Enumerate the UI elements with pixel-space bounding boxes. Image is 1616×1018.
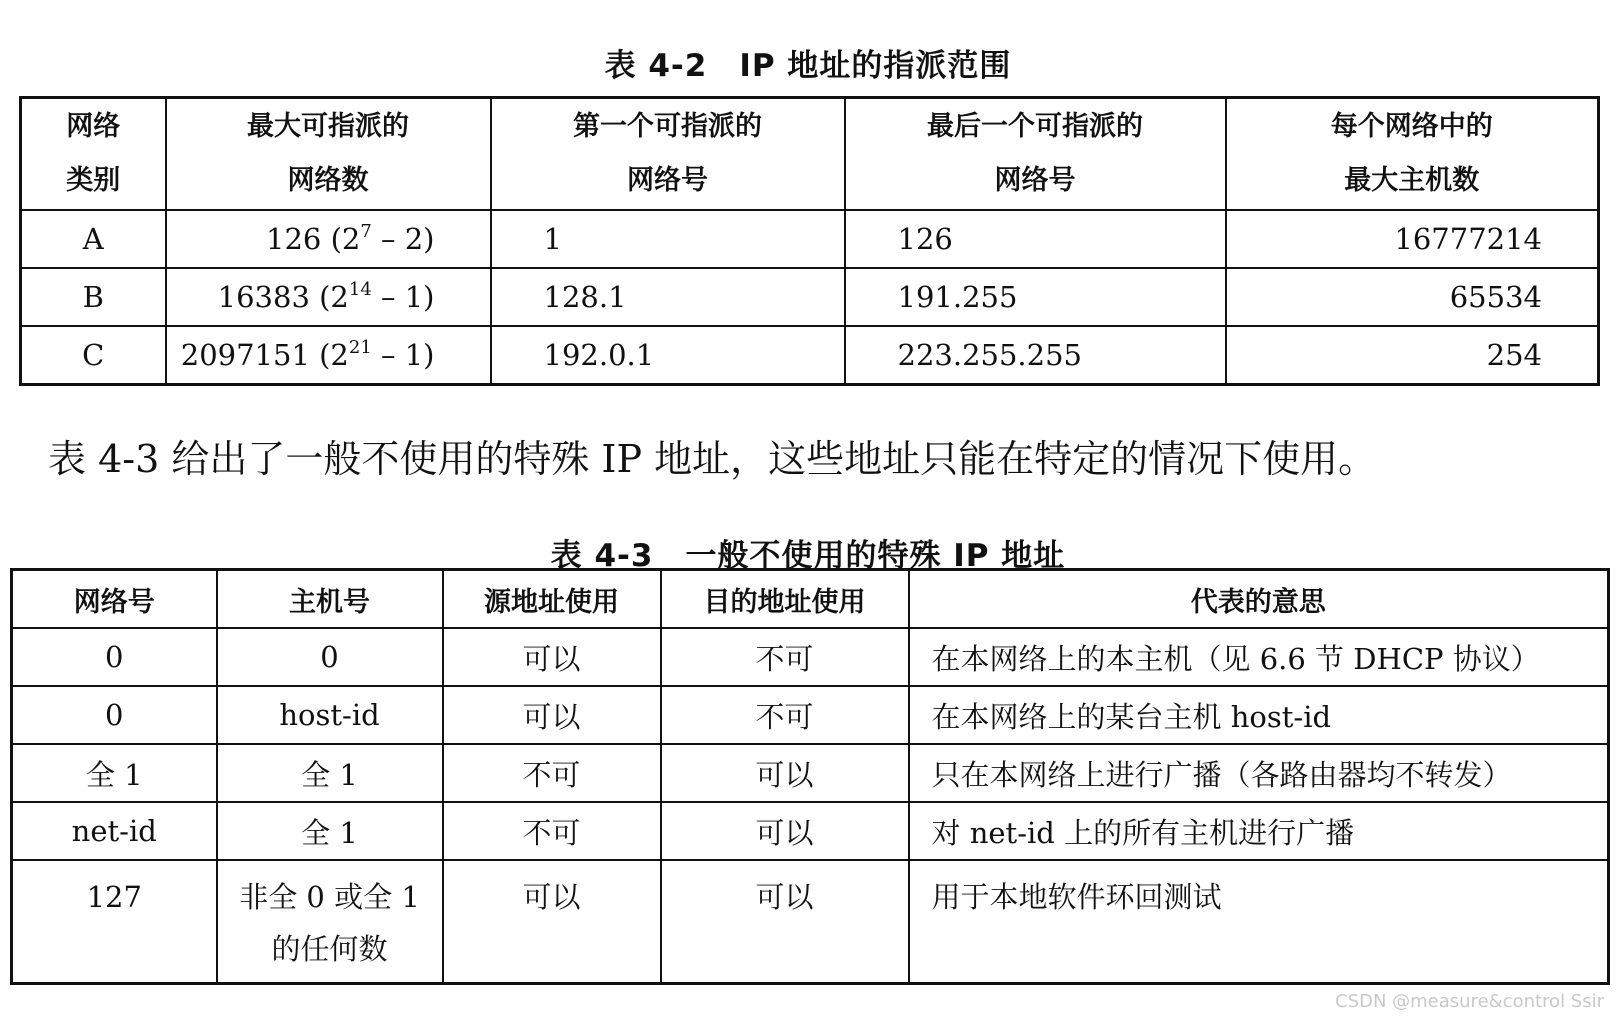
table-row xyxy=(21,268,1599,326)
header-meaning: 代表的意思 xyxy=(909,570,1609,629)
cell-host-id: host-id xyxy=(217,686,443,744)
cell-max-networks: 2097151 $(2^{21} - 1)$ xyxy=(166,326,491,385)
header-source-use: 源地址使用 xyxy=(443,570,661,629)
cell-max-networks: 16383 $(2^{14} - 1)$ xyxy=(166,268,491,326)
cell-meaning: 只在本网络上进行广播（各路由器均不转发） xyxy=(909,744,1609,802)
cell-host-id: 0 xyxy=(217,628,443,686)
table-row xyxy=(12,628,1609,686)
cell-dest-use: 可以 xyxy=(661,860,909,984)
header-host-id: 主机号 xyxy=(217,570,443,629)
header-max-networks: 最大可指派的 网络数 xyxy=(166,98,491,211)
cell-host-id: 全 1 xyxy=(217,744,443,802)
cell-source-use: 不可 xyxy=(443,744,661,802)
header-dest-use: 目的地址使用 xyxy=(661,570,909,629)
header-net-id: 网络号 xyxy=(12,570,217,629)
cell-max-hosts: 16777214 xyxy=(1226,210,1599,268)
cell-class: A xyxy=(21,210,166,268)
cell-first-network: 1 xyxy=(491,210,845,268)
header-max-hosts: 每个网络中的 最大主机数 xyxy=(1226,98,1599,211)
table-row xyxy=(21,210,1599,268)
cell-last-network: 223.255.255 xyxy=(845,326,1226,385)
cell-meaning: 对 net-id 上的所有主机进行广播 xyxy=(909,802,1609,860)
cell-meaning: 在本网络上的某台主机 host-id xyxy=(909,686,1609,744)
cell-net-id: 全 1 xyxy=(12,744,217,802)
cell-dest-use: 可以 xyxy=(661,744,909,802)
header-last-network: 最后一个可指派的 网络号 xyxy=(845,98,1226,211)
cell-max-hosts: 65534 xyxy=(1226,268,1599,326)
cell-dest-use: 不可 xyxy=(661,628,909,686)
cell-source-use: 可以 xyxy=(443,628,661,686)
table-row xyxy=(12,744,1609,802)
table-4-3-caption: 表 4-3 一般不使用的特殊 IP 地址 xyxy=(550,538,1066,574)
cell-max-hosts: 254 xyxy=(1226,326,1599,385)
cell-host-id: 全 1 xyxy=(217,802,443,860)
table-row xyxy=(21,326,1599,385)
body-paragraph: 表 4-3 给出了一般不使用的特殊 IP 地址，这些地址只能在特定的情况下使用。 xyxy=(48,437,1377,481)
cell-last-network: 191.255 xyxy=(845,268,1226,326)
special-ip-table xyxy=(10,568,1610,985)
cell-net-id: 0 xyxy=(12,628,217,686)
cell-dest-use: 可以 xyxy=(661,802,909,860)
cell-class: C xyxy=(21,326,166,385)
cell-max-networks: 126 $(2^7 - 2)$ xyxy=(166,210,491,268)
table-row xyxy=(12,802,1609,860)
header-class: 网络 类别 xyxy=(21,98,166,211)
cell-net-id: 127 xyxy=(12,860,217,984)
table-row xyxy=(12,686,1609,744)
table-4-2-caption: 表 4-2 IP 地址的指派范围 xyxy=(604,48,1012,84)
cell-host-id: 非全 0 或全 1 的任何数 xyxy=(217,860,443,984)
cell-dest-use: 不可 xyxy=(661,686,909,744)
table-header-row xyxy=(21,98,1599,211)
cell-class: B xyxy=(21,268,166,326)
header-first-network: 第一个可指派的 网络号 xyxy=(491,98,845,211)
watermark: CSDN @measure&control Ssir xyxy=(1335,991,1604,1012)
ip-range-table xyxy=(19,96,1600,386)
cell-meaning: 在本网络上的本主机（见 6.6 节 DHCP 协议） xyxy=(909,628,1609,686)
cell-net-id: net-id xyxy=(12,802,217,860)
cell-first-network: 128.1 xyxy=(491,268,845,326)
cell-source-use: 不可 xyxy=(443,802,661,860)
cell-last-network: 126 xyxy=(845,210,1226,268)
cell-meaning: 用于本地软件环回测试 xyxy=(909,860,1609,984)
cell-source-use: 可以 xyxy=(443,686,661,744)
table-row xyxy=(12,860,1609,984)
cell-net-id: 0 xyxy=(12,686,217,744)
cell-first-network: 192.0.1 xyxy=(491,326,845,385)
table-header-row xyxy=(12,570,1609,629)
cell-source-use: 可以 xyxy=(443,860,661,984)
